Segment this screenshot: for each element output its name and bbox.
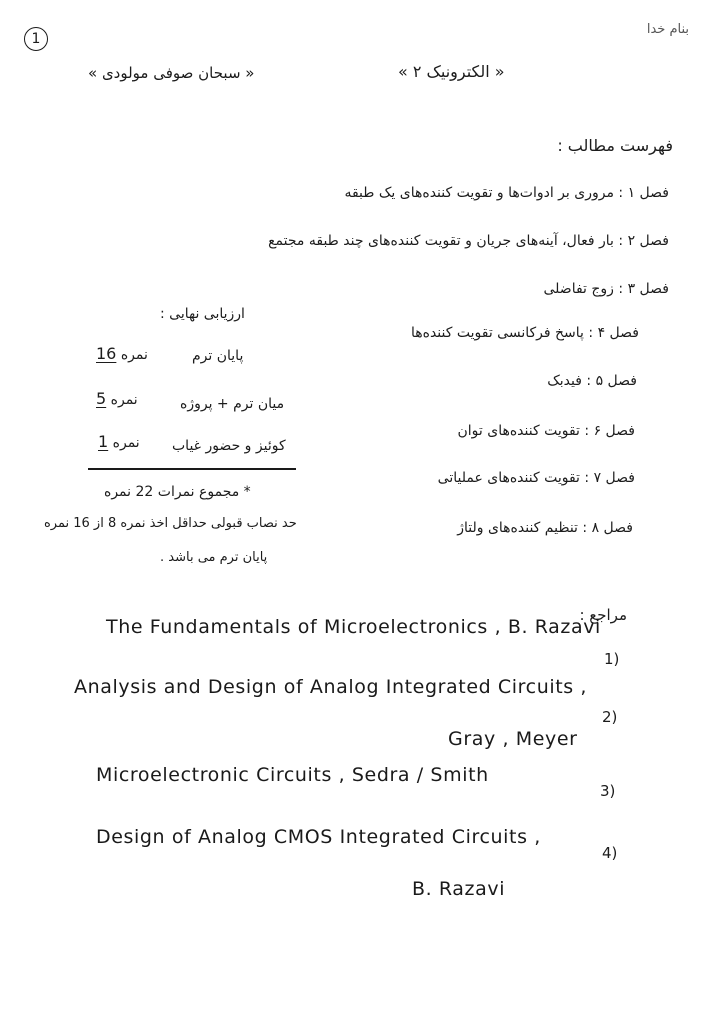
grade-unit: نمره <box>110 392 138 408</box>
chapter-label: فصل ۳ : <box>618 281 669 297</box>
page-number: 1 <box>24 27 48 51</box>
reference-4-line-2: B. Razavi <box>412 878 506 900</box>
reference-1-line-1: The Fundamentals of Microelectronics , B. Razavi <box>106 616 601 638</box>
toc-chapter-3 <box>544 281 670 297</box>
grade-note-line-2: پایان ترم می باشد . <box>160 550 268 565</box>
chapter-title: تنظیم کننده‌های ولتاژ <box>457 520 578 536</box>
grade-unit: نمره <box>120 347 148 363</box>
chapter-label: فصل ۷ : <box>584 470 635 486</box>
toc-title: فهرست مطالب : <box>557 136 673 155</box>
grade-row-quiz-label: کوئیز و حضور غیاب <box>172 438 286 454</box>
grade-note-line-1: حد نصاب قبولی حداقل اخذ نمره 8 از 16 نمره <box>44 516 297 531</box>
grade-row-final-score <box>96 344 148 363</box>
toc-chapter-4 <box>411 325 639 341</box>
reference-number: 3) <box>600 782 616 800</box>
chapter-title: فیدبک <box>547 373 582 389</box>
chapter-title: پاسخ فرکانسی تقویت کننده‌ها <box>410 325 584 341</box>
reference-2-line-2: Gray , Meyer <box>448 728 578 750</box>
toc-chapter-8 <box>457 520 633 536</box>
grading-title: ارزیابی نهایی : <box>160 306 245 322</box>
grade-total: * مجموع نمرات 22 نمره <box>104 484 251 500</box>
reference-number: 1) <box>604 650 620 668</box>
chapter-title: بار فعال، آینه‌های جریان و تقویت کننده‌های چند طبقه مجتمع <box>268 233 614 249</box>
toc-chapter-6 <box>457 423 635 439</box>
chapter-label: فصل ۶ : <box>584 423 635 439</box>
references-title: مراجع : <box>579 606 627 624</box>
chapter-label: فصل ۲ : <box>618 233 669 249</box>
course-title: « الکترونیک ۲ » <box>398 62 505 81</box>
reference-4-line-1: Design of Analog CMOS Integrated Circuits , <box>96 826 541 848</box>
chapter-title: زوج تفاضلی <box>543 281 614 297</box>
chapter-label: فصل ۸ : <box>582 520 633 536</box>
grade-score: 16 <box>96 344 117 363</box>
grade-row-mid-score <box>96 389 138 408</box>
grade-score: 5 <box>96 389 107 408</box>
grade-row-final-label: پایان ترم <box>192 348 244 364</box>
toc-chapter-2 <box>268 233 669 249</box>
toc-chapter-1 <box>344 185 669 201</box>
invocation: بنام خدا <box>646 22 689 37</box>
grade-row-mid-label: میان ترم + پروژه <box>180 396 285 412</box>
instructor-name: « سبحان صوفی مولودی » <box>88 64 255 82</box>
chapter-label: فصل ۴ : <box>588 325 639 341</box>
reference-2-line-1: Analysis and Design of Analog Integrated Circuits , <box>74 676 588 698</box>
chapter-title: تقویت کننده‌های عملیاتی <box>437 470 580 486</box>
reference-3-line-1: Microelectronic Circuits , Sedra / Smith <box>96 764 489 786</box>
toc-chapter-5 <box>547 373 637 389</box>
chapter-label: فصل ۱ : <box>618 185 669 201</box>
toc-chapter-7 <box>438 470 635 486</box>
chapter-title: مروری بر ادوات‌ها و تقویت کننده‌های یک طبقه <box>344 185 614 201</box>
reference-number: 4) <box>602 844 618 862</box>
chapter-title: تقویت کننده‌های توان <box>457 423 580 439</box>
grade-divider <box>88 468 296 470</box>
reference-number: 2) <box>602 708 618 726</box>
grade-score: 1 <box>98 432 109 451</box>
grade-row-quiz-score <box>98 432 140 451</box>
chapter-label: فصل ۵ : <box>586 373 637 389</box>
grade-unit: نمره <box>112 435 140 451</box>
